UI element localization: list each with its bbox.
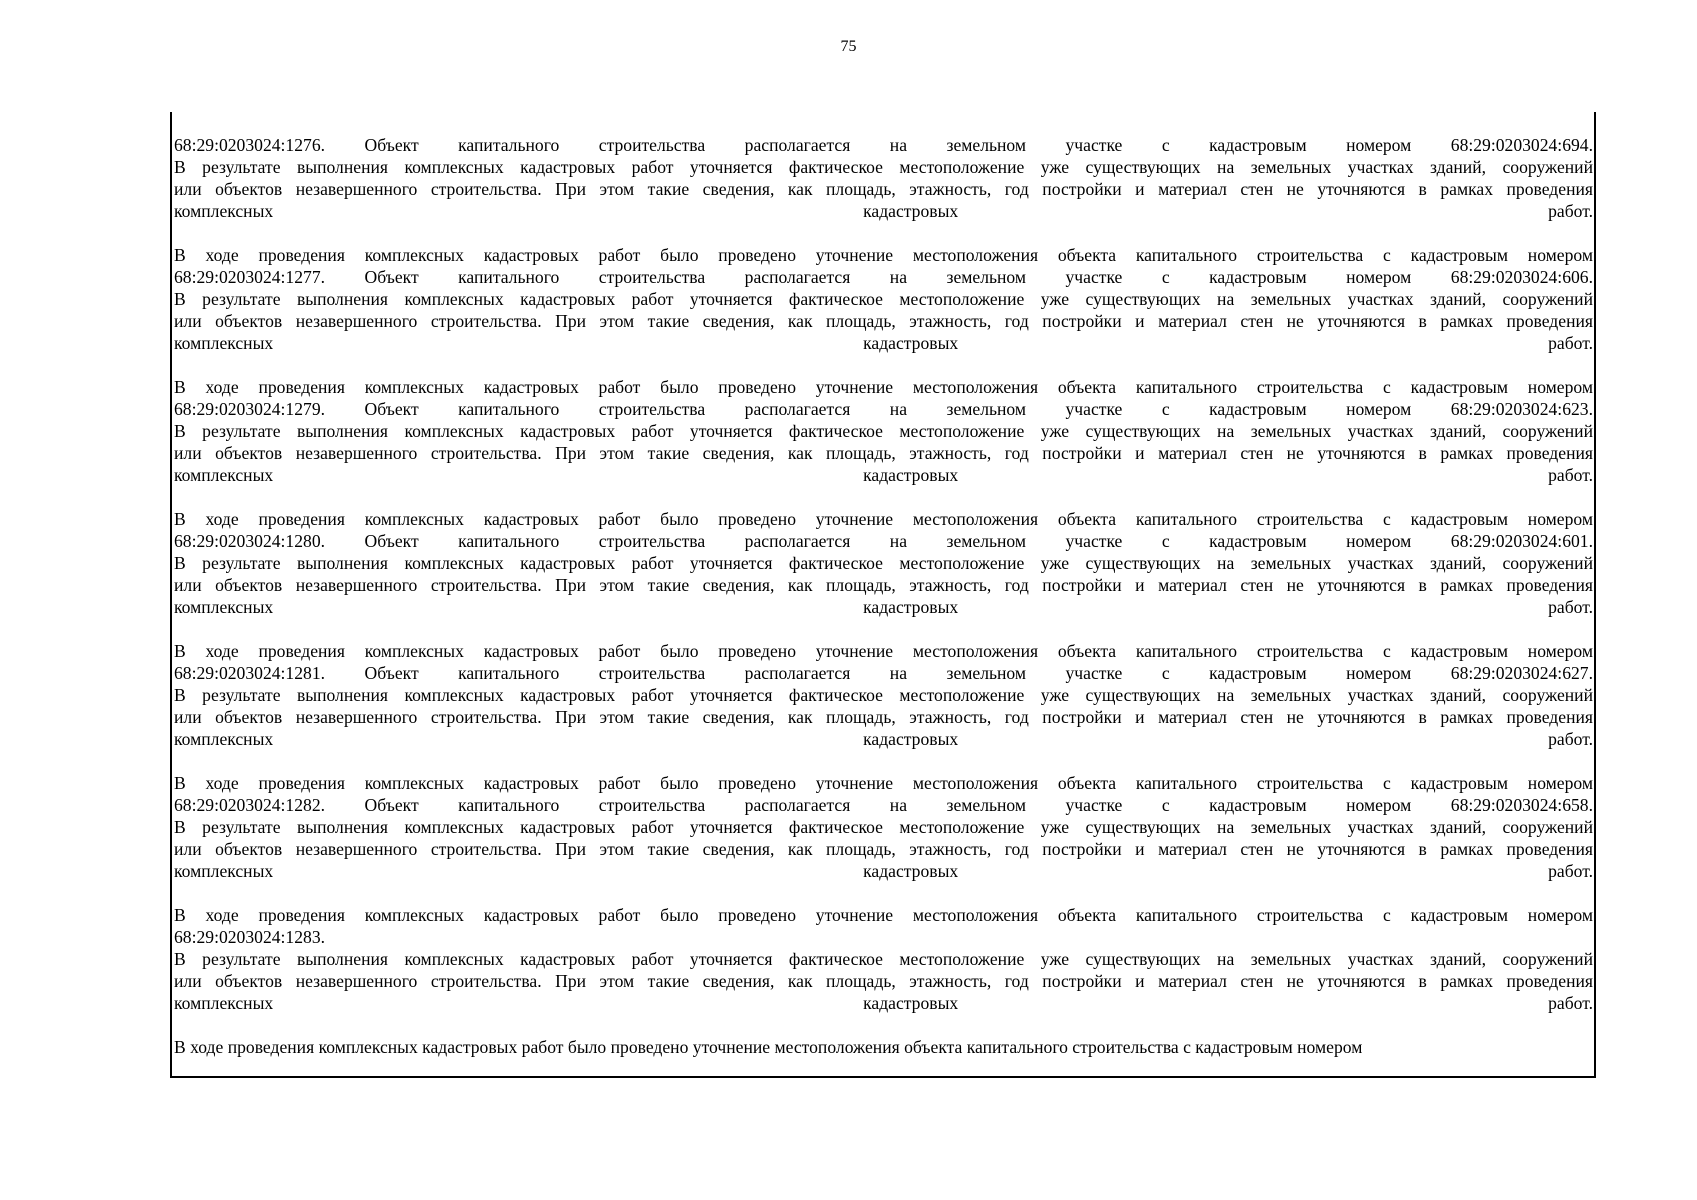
text-line: В результате выполнения комплексных кадастровых работ уточняется фактическое местоположение уже существующих на земельных участках зданий, сооружений [174,421,1593,441]
paragraph-block [174,1036,1593,1058]
text-line: В результате выполнения комплексных кадастровых работ уточняется фактическое местоположение уже существующих на земельных участках зданий, сооружений [174,157,1593,177]
text-line: В ходе проведения комплексных кадастровых работ было проведено уточнение местоположения объекта капитального строительства с кадастровым номером [174,641,1593,661]
text-line: комплексных кадастровых работ. [174,201,1593,221]
text-line: 68:29:0203024:1281. Объект капитального строительства располагается на земельном участке с кадастровым номером 68:29:0203024:627. [174,663,1593,683]
text-line: или объектов незавершенного строительства. При этом такие сведения, как площадь, этажность, год постройки и материал стен не уточняются в рамках проведения [174,707,1593,727]
text-line: или объектов незавершенного строительства. При этом такие сведения, как площадь, этажность, год постройки и материал стен не уточняются в рамках проведения [174,443,1593,463]
text-line: В ходе проведения комплексных кадастровых работ было проведено уточнение местоположения объекта капитального строительства с кадастровым номером [174,509,1593,529]
text-line: 68:29:0203024:1283. [174,927,326,947]
text-line: В результате выполнения комплексных кадастровых работ уточняется фактическое местоположение уже существующих на земельных участках зданий, сооружений [174,685,1593,705]
text-line: комплексных кадастровых работ. [174,861,1593,881]
document-body [174,134,1593,1080]
text-line: или объектов незавершенного строительства. При этом такие сведения, как площадь, этажность, год постройки и материал стен не уточняются в рамках проведения [174,839,1593,859]
text-line: или объектов незавершенного строительства. При этом такие сведения, как площадь, этажность, год постройки и материал стен не уточняются в рамках проведения [174,179,1593,199]
text-line: или объектов незавершенного строительства. При этом такие сведения, как площадь, этажность, год постройки и материал стен не уточняются в рамках проведения [174,575,1593,595]
paragraph-block [174,508,1593,618]
text-line: В ходе проведения комплексных кадастровых работ было проведено уточнение местоположения объекта капитального строительства с кадастровым номером [174,1037,1363,1057]
text-line: комплексных кадастровых работ. [174,333,1593,353]
text-line: 68:29:0203024:1279. Объект капитального строительства располагается на земельном участке с кадастровым номером 68:29:0203024:623. [174,399,1593,419]
text-line: В ходе проведения комплексных кадастровых работ было проведено уточнение местоположения объекта капитального строительства с кадастровым номером [174,773,1593,793]
text-line: или объектов незавершенного строительства. При этом такие сведения, как площадь, этажность, год постройки и материал стен не уточняются в рамках проведения [174,311,1593,331]
paragraph-block [174,904,1593,1014]
paragraph-block [174,244,1593,354]
text-line: В результате выполнения комплексных кадастровых работ уточняется фактическое местоположение уже существующих на земельных участках зданий, сооружений [174,289,1593,309]
text-line: В ходе проведения комплексных кадастровых работ было проведено уточнение местоположения объекта капитального строительства с кадастровым номером [174,905,1593,925]
text-line: комплексных кадастровых работ. [174,993,1593,1013]
paragraph-block [174,772,1593,882]
text-line: В результате выполнения комплексных кадастровых работ уточняется фактическое местоположение уже существующих на земельных участках зданий, сооружений [174,553,1593,573]
text-line: комплексных кадастровых работ. [174,729,1593,749]
paragraph-block [174,376,1593,486]
text-line: 68:29:0203024:1277. Объект капитального строительства располагается на земельном участке с кадастровым номером 68:29:0203024:606. [174,267,1593,287]
paragraph-block [174,640,1593,750]
text-line: 68:29:0203024:1276. Объект капитального строительства располагается на земельном участке с кадастровым номером 68:29:0203024:694. [174,135,1593,155]
text-line: 68:29:0203024:1282. Объект капитального строительства располагается на земельном участке с кадастровым номером 68:29:0203024:658. [174,795,1593,815]
text-line: В результате выполнения комплексных кадастровых работ уточняется фактическое местоположение уже существующих на земельных участках зданий, сооружений [174,817,1593,837]
text-line: В результате выполнения комплексных кадастровых работ уточняется фактическое местоположение уже существующих на земельных участках зданий, сооружений [174,949,1593,969]
page-number: 75 [840,38,857,55]
text-line: или объектов незавершенного строительства. При этом такие сведения, как площадь, этажность, год постройки и материал стен не уточняются в рамках проведения [174,971,1593,991]
text-line: 68:29:0203024:1280. Объект капитального строительства располагается на земельном участке с кадастровым номером 68:29:0203024:601. [174,531,1593,551]
text-line: комплексных кадастровых работ. [174,597,1593,617]
text-line: В ходе проведения комплексных кадастровых работ было проведено уточнение местоположения объекта капитального строительства с кадастровым номером [174,377,1593,397]
text-line: комплексных кадастровых работ. [174,465,1593,485]
text-line: В ходе проведения комплексных кадастровых работ было проведено уточнение местоположения объекта капитального строительства с кадастровым номером [174,245,1593,265]
paragraph-block [174,134,1593,222]
